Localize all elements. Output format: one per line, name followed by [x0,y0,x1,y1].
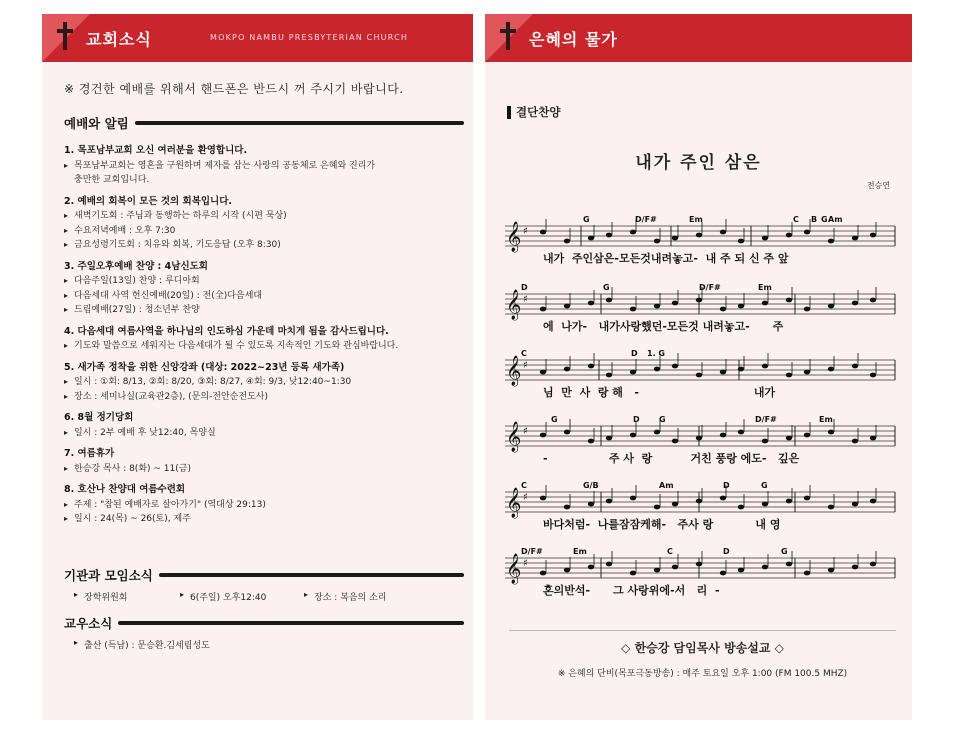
note-head [540,370,546,375]
note-head [654,505,660,510]
note-head [762,301,768,306]
note-head [762,502,768,507]
announcement-item [64,260,464,318]
chord-label: Em [758,283,772,292]
note-head [828,304,834,309]
key-sharp-icon: ♯ [523,492,528,503]
section-meetings-label: 기관과 모임소식 [64,568,153,583]
staff-system [505,415,895,465]
note-head [606,562,612,567]
chord-label: Am [828,215,843,224]
treble-clef-icon: 𝄞 [506,422,522,452]
note-head [720,571,726,576]
choir-heading [507,104,560,120]
note-head [588,565,594,570]
note-head [672,301,678,306]
chord-label: D [723,481,730,490]
note-head [786,373,792,378]
composer: 전승연 [866,181,890,190]
note-head [564,568,570,573]
chord-label: G [583,215,590,224]
lyric-line: 내가 주인삼은-모든것내려놓고- 내 주 되 신 주 앞 [543,252,789,265]
note-head [762,364,768,369]
staff-system [505,215,895,265]
news-page [42,14,473,720]
announcement-heading: 1. 목포남부교회 오신 여러분을 환영합니다. [64,145,248,156]
note-head [654,239,660,244]
note-head [630,307,636,312]
sheet-music [503,194,897,614]
meeting-row [74,590,386,603]
announcement-line: ▸ 다음세대 사역 헌신예배(20일) : 전(全)다음세대 [64,289,464,304]
note-head [588,439,594,444]
note-head [588,502,594,507]
section-members [64,614,464,632]
note-head [540,230,546,235]
note-head [762,565,768,570]
heading-bar [507,106,511,119]
choir-header [485,14,912,62]
note-head [870,562,876,567]
announcement-heading: 7. 여름휴가 [64,448,115,459]
announcement-heading: 3. 주일오후예배 찬양 : 4남신도회 [64,260,208,272]
note-head [696,499,702,504]
broadcast-footer [509,630,896,679]
note-head [564,505,570,510]
lyric-line: 혼의반석- 그 사랑위에-서 리 - [543,584,720,597]
staff-system [505,481,895,531]
chord-label: Em [689,215,703,224]
note-head [738,505,744,510]
chord-label: D [633,415,640,424]
note-head [564,239,570,244]
note-head [786,233,792,238]
church-name: MOKPO NAMBU PRESBYTERIAN CHURCH [210,33,409,42]
note-head [540,571,546,576]
chord-label: D/F# [521,547,543,556]
note-head [696,436,702,441]
chord-label: G/B [583,481,599,490]
note-head [720,496,726,501]
chord-label: G [781,547,788,556]
note-head [696,298,702,303]
meeting-name: ▸ 장학위원회 [74,590,180,603]
note-head [654,430,660,435]
chord-label: C [667,547,673,556]
note-head [588,301,594,306]
chord-label: D [723,547,730,556]
announcement-item [64,483,464,527]
announcement-line: ▸ 장소 : 세미나실(교육관2층), (문의-전안순전도사) [64,390,464,405]
chord-label: C [521,481,527,490]
section-meetings [64,566,464,584]
key-sharp-icon: ♯ [523,426,528,437]
key-sharp-icon: ♯ [523,360,528,371]
note-head [852,439,858,444]
choir-heading-label: 결단찬양 [516,105,561,119]
chord-label: G [659,415,666,424]
note-head [630,433,636,438]
chord-label: G [821,215,828,224]
note-head [828,367,834,372]
key-sharp-icon: ♯ [523,558,528,569]
chord-label: D/F# [755,415,777,424]
cross-icon [56,22,74,50]
note-head [804,571,810,576]
note-head [654,304,660,309]
announcement-heading: 5. 새가족 정착을 위한 신앙강좌 (대상: 2022~23년 등록 새가족) [64,361,345,373]
note-head [762,439,768,444]
note-head [852,502,858,507]
announcement-line: ▸ 새벽기도회 : 주님과 동행하는 하루의 시작 (시편 묵상) [64,209,464,224]
section-worship [64,114,464,132]
announcement-line: ▸ 한승강 목사 : 8(화) ~ 11(금) [64,462,464,477]
note-head [762,236,768,241]
note-head [540,496,546,501]
note-head [720,433,726,438]
note-head [720,370,726,375]
chord-label: B [811,215,818,224]
broadcast-title: ◇ 한승강 담임목사 방송설교 ◇ [621,641,784,655]
note-head [588,236,594,241]
meeting-place: ▸ 장소 : 복음의 소리 [304,590,386,603]
song-title: 내가 주인 삼은 [635,153,762,173]
note-head [606,298,612,303]
note-head [696,233,702,238]
note-head [630,370,636,375]
chord-label: 1. G [647,349,665,358]
lyric-line: 바다처럼- 나를잠잠케해- 주사 랑 내 영 [543,518,781,531]
note-head [828,239,834,244]
news-title: 교회소식 [86,30,152,49]
section-members-label: 교우소식 [64,616,113,631]
note-head [606,436,612,441]
note-head [564,304,570,309]
note-head [606,499,612,504]
chord-label: Am [659,481,674,490]
phone-notice: ※ 경건한 예배를 위해서 핸드폰은 반드시 꺼 주시기 바랍니다. [64,82,404,96]
note-head [738,430,744,435]
note-head [654,568,660,573]
announcement-item [64,447,464,476]
note-head [870,298,876,303]
section-rule [135,121,464,125]
key-sharp-icon: ♯ [523,294,528,305]
chord-label: C [521,349,527,358]
note-head [738,568,744,573]
section-worship-label: 예배와 알림 [64,116,129,131]
member-row [74,638,210,651]
announcement-item [64,325,464,354]
section-rule [159,573,464,577]
lyric-line: - 주 사 랑 거친 풍랑 에도- 깊은 [543,452,800,465]
note-head [870,233,876,238]
note-head [738,239,744,244]
treble-clef-icon: 𝄞 [506,290,522,320]
meeting-time: ▸ 6(주일) 오후12:40 [180,590,304,603]
note-head [786,436,792,441]
note-head [540,433,546,438]
announcement-item [64,195,464,253]
lyric-line: 님 만 사 랑 해 - 내가 [543,386,776,399]
note-head [564,430,570,435]
chord-label: G [551,415,558,424]
note-head [852,364,858,369]
note-head [630,230,636,235]
announcement-item [64,144,464,188]
note-head [786,298,792,303]
note-head [672,364,678,369]
note-head [588,364,594,369]
note-head [852,565,858,570]
broadcast-info: ※ 은혜의 단비(목포극동방송) : 매주 토요일 오후 1:00 (FM 100.5 MHZ) [557,669,848,679]
chord-label: G [603,283,610,292]
note-head [804,230,810,235]
note-head [852,301,858,306]
lyric-line: 에 나가- 내가사랑했던-모든것 내려놓고- 주 [543,320,784,333]
staff-system [505,547,895,597]
note-head [852,236,858,241]
announcement-line: ▸ 일시 : 24(목) ~ 26(토), 제주 [64,512,464,527]
chord-label: D/F# [699,283,721,292]
chord-label: D/F# [635,215,657,224]
staff-system [505,283,895,333]
note-head [696,562,702,567]
announcement-item [64,411,464,440]
note-head [606,373,612,378]
chord-label: C [793,215,799,224]
note-head [696,373,702,378]
announcement-line: ▸ 목포남부교회는 영혼을 구원하며 제자를 삼는 사랑의 공동체로 은혜와 진리가 [64,159,464,174]
announcement-line: ▸ 일시 : ①회: 8/13, ②회: 8/20, ③회: 8/27, ④회: 9/3, 낮12:40~1:30 [64,375,464,390]
note-head [804,370,810,375]
note-head [630,571,636,576]
announcement-line: ▸ 다음주일(13일) 찬양 : 루디아회 [64,274,464,289]
announcement-heading: 2. 예배의 회복이 모든 것의 회복입니다. [64,195,233,207]
announcement-heading: 8. 호산나 찬양대 여름수련회 [64,484,186,495]
announcement-item [64,361,464,405]
note-head [804,307,810,312]
key-sharp-icon: ♯ [523,226,528,237]
announcement-line: ▸ 일시 : 2부 예배 후 낮12:40, 목양실 [64,426,464,441]
announcement-heading: 6. 8월 정기당회 [64,412,134,423]
note-head [540,307,546,312]
choir-page-title: 은혜의 물가 [529,30,618,49]
note-head [738,367,744,372]
announcement-heading: 4. 다음세대 여름사역을 하나님의 인도하심 가운데 마치게 됨을 감사드립니다. [64,325,389,337]
chord-label: Em [573,547,587,556]
note-head [828,505,834,510]
note-head [786,499,792,504]
treble-clef-icon: 𝄞 [506,356,522,386]
note-head [672,502,678,507]
cross-icon [499,22,517,50]
note-head [672,236,678,241]
note-head [828,430,834,435]
treble-clef-icon: 𝄞 [506,488,522,518]
note-head [654,367,660,372]
note-head [804,496,810,501]
announcement-line: ▸ 드림예배(27일) : 청소년부 찬양 [64,303,464,318]
note-head [672,565,678,570]
announcement-line: ▸ 주제 : "참된 예배자로 살아가기" (역대상 29:13) [64,498,464,513]
announcement-list [64,144,464,534]
note-head [786,562,792,567]
news-header [42,14,473,62]
note-head [870,436,876,441]
note-head [720,307,726,312]
treble-clef-icon: 𝄞 [506,554,522,584]
note-head [630,496,636,501]
staff-system [505,349,895,399]
announcement-line: 충만한 교회입니다. [74,175,150,185]
note-head [870,373,876,378]
chord-label: D [521,283,528,292]
note-head [606,233,612,238]
chord-label: G [761,481,768,490]
note-head [720,230,726,235]
chord-label: Em [819,415,833,424]
choir-page [485,14,912,720]
note-head [564,367,570,372]
chord-label: D [631,349,638,358]
note-head [672,439,678,444]
section-rule [118,621,464,625]
note-head [738,304,744,309]
announcement-line: ▸ 금요성령기도회 : 치유와 회복, 기도응답 (오후 8:30) [64,238,464,253]
note-head [828,568,834,573]
treble-clef-icon: 𝄞 [506,222,522,252]
note-head [870,499,876,504]
announcement-line: ▸ 기도와 말씀으로 세워지는 다음세대가 될 수 있도록 지속적인 기도와 관심바랍니다. [64,339,464,354]
member-news: ▸ 출산 (득남) : 문승환.김세림성도 [74,638,210,651]
announcement-line: ▸ 수요저녁예배 : 오후 7:30 [64,224,464,239]
note-head [804,433,810,438]
